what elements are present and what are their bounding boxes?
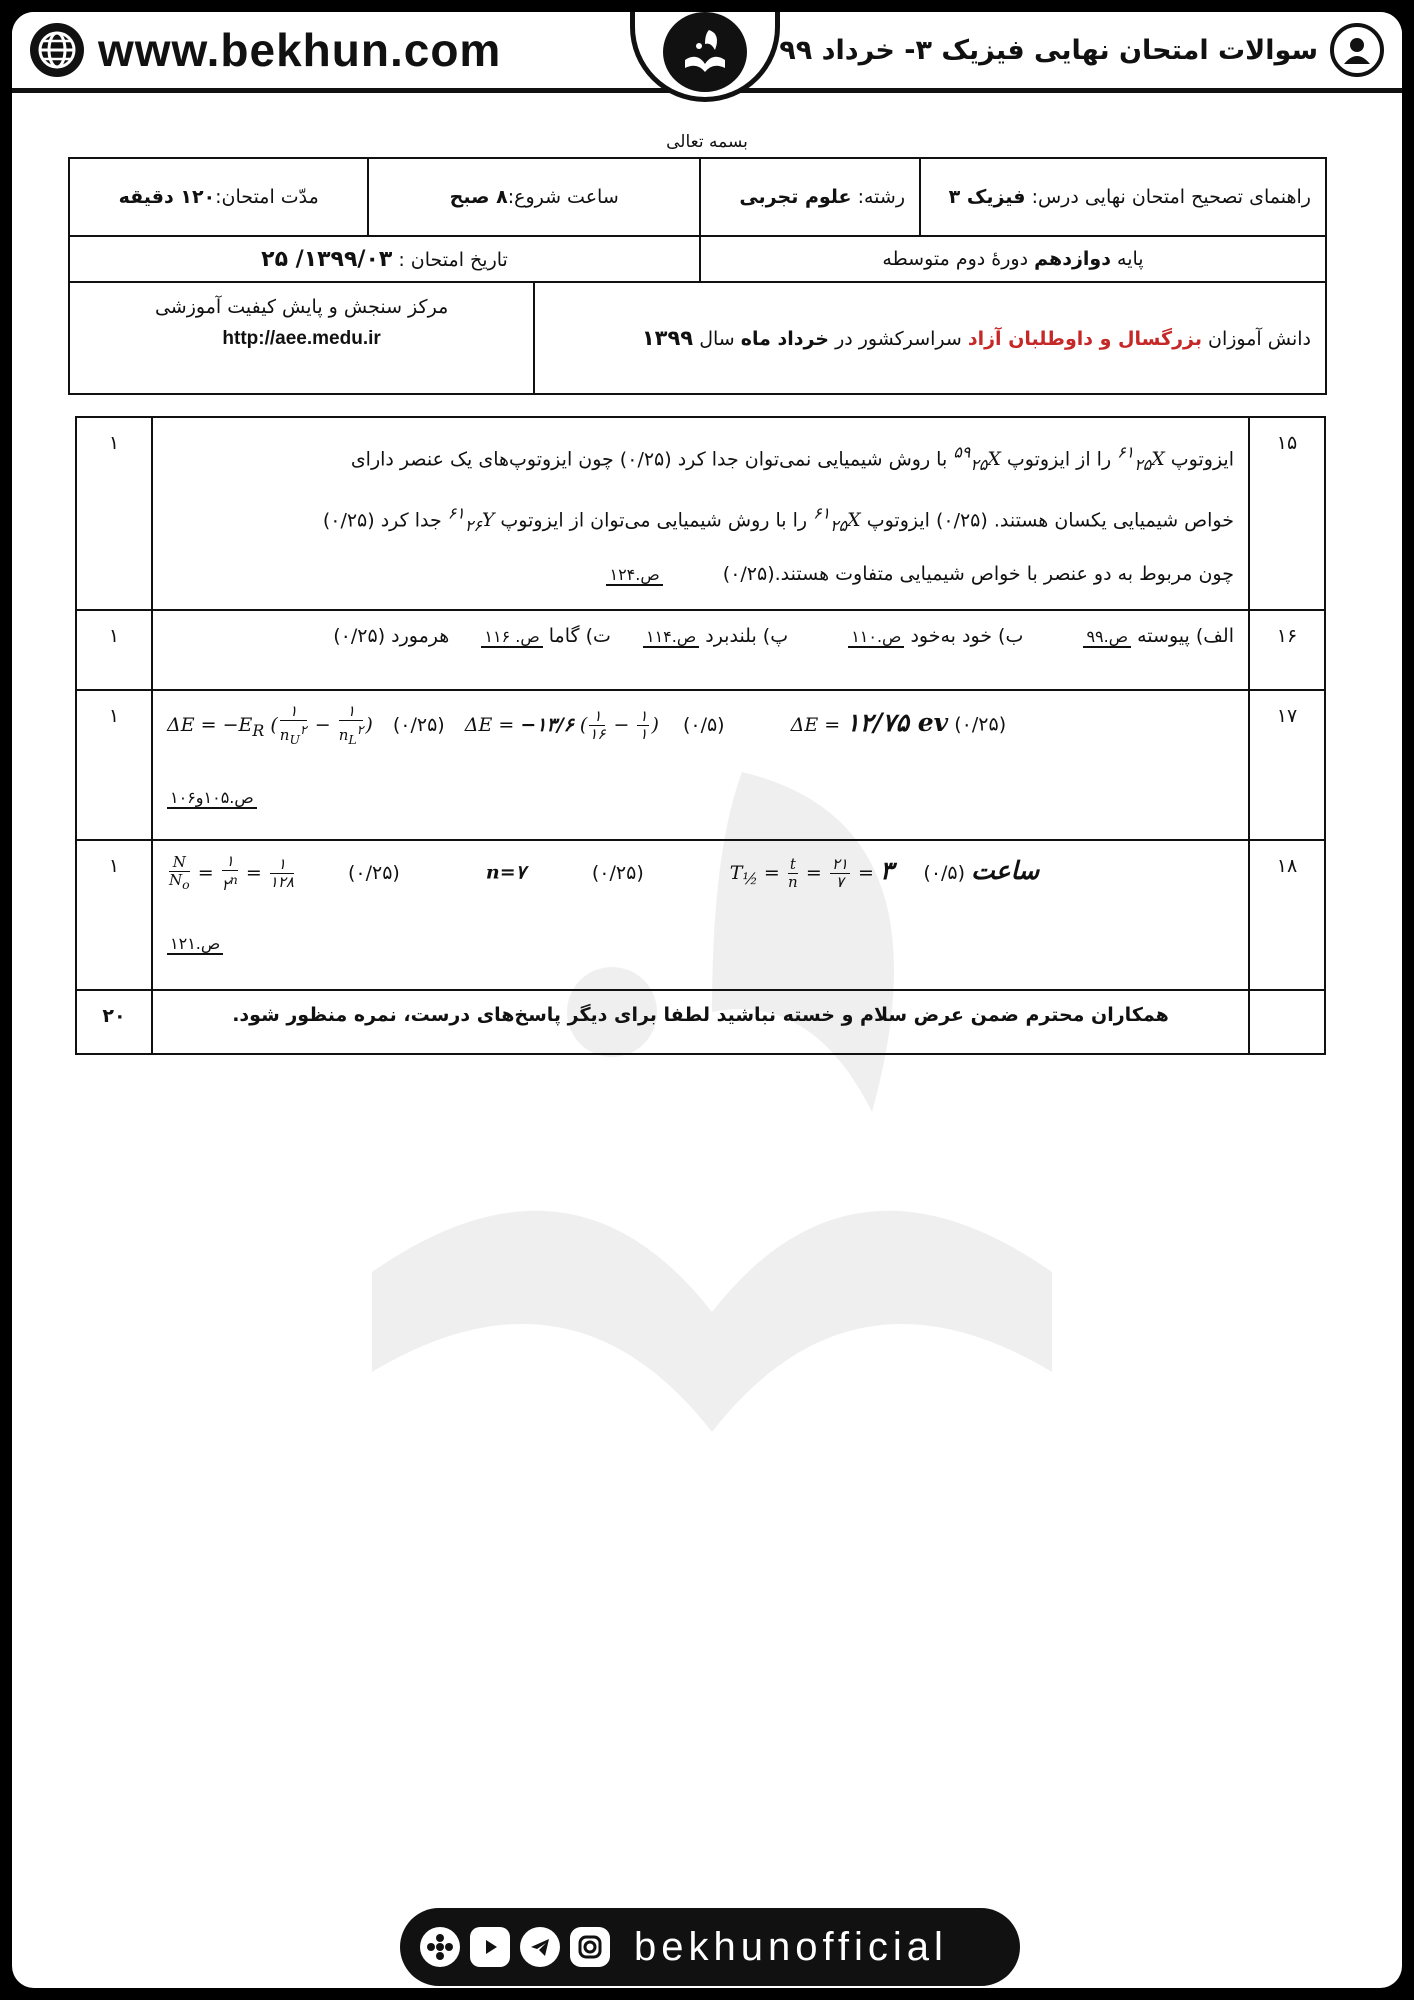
brand-logo (630, 12, 780, 102)
closing-note: همکاران محترم ضمن عرض سلام و خسته نباشید لطفا برای دیگر پاسخ‌های درست، نمره منظور شود. (152, 990, 1249, 1054)
answer-text: الف) پیوسته (1137, 625, 1234, 648)
isotope-59-25-x: $^{۵۹}_{۲۵}$X (953, 443, 1001, 475)
top-bar (12, 12, 1402, 93)
answer-text: را با روش شیمیایی می‌توان از ایزوتوپ (500, 509, 808, 532)
result-value: ۳ساعت (879, 855, 1040, 885)
isotope-61-25-x: $^{۶۱}_{۲۵}$X (813, 504, 861, 536)
duration-value: ۱۲۰ دقیقه (118, 186, 216, 208)
youtube-icon[interactable] (470, 1927, 510, 1967)
answer-text: ایزوتوپ (1170, 448, 1234, 471)
page-reference: ص.۹۹ (1083, 627, 1131, 648)
answers-table (75, 416, 1326, 1055)
site-url[interactable]: www.bekhun.com (98, 24, 502, 76)
students-year-label: سال (699, 328, 735, 350)
score-mark: (۰/۵) (923, 861, 966, 884)
date-label: تاریخ امتحان : (398, 248, 508, 271)
answer-text: هرمورد (۰/۲۵) (333, 625, 450, 648)
page (12, 12, 1402, 1988)
answer-line (167, 428, 1234, 489)
course-value: فیزیک ۳ (948, 186, 1026, 208)
exam-info-table (68, 157, 1327, 395)
table-row (76, 990, 1325, 1054)
instagram-icon[interactable] (570, 1927, 610, 1967)
answer-text: ب) خود به‌خود (910, 625, 1024, 648)
equation-half-life: $T_{\frac{1}{2}}$ = $\frac{t}{n}$ = $\frac{۲۱}{۷}$ = ۳ساعت (729, 855, 1040, 892)
answer-body (152, 690, 1249, 840)
score-mark: (۰/۲۵) (591, 861, 644, 884)
answer-body (152, 417, 1249, 610)
answer-line (167, 550, 1234, 599)
equation-result: ΔE = ۱۲/۷۵ ev (790, 707, 949, 737)
duration-label: مدّت امتحان: (215, 186, 319, 208)
answer-text: پ) بلندبرد (705, 625, 789, 648)
center-name: مرکز سنجش و پایش کیفیت آموزشی (154, 296, 449, 318)
start-cell (368, 158, 700, 236)
bismillah: بسمه تعالی (666, 132, 748, 152)
page-title (779, 22, 1384, 78)
grade-suffix: دورهٔ دوم متوسطه (882, 248, 1029, 270)
score-mark: (۰/۲۵) (954, 713, 1007, 736)
answer-text: را از ایزوتوپ (1006, 448, 1112, 471)
date-value: ۱۳۹۹/۰۳/ ۲۵ (261, 246, 393, 272)
field-cell (700, 158, 920, 236)
score: ۱ (76, 610, 152, 690)
total-score: ۲۰ (76, 990, 152, 1054)
question-number: ۱۵ (1249, 417, 1325, 610)
page-reference: ص.۱۰۵و۱۰۶ (167, 788, 257, 809)
center-cell (69, 282, 534, 394)
answer-body (152, 610, 1249, 690)
table-row (76, 840, 1325, 990)
question-number: ۱۸ (1249, 840, 1325, 990)
telegram-icon[interactable] (520, 1927, 560, 1967)
course-label: راهنمای تصحیح امتحان نهایی درس: (1031, 186, 1311, 208)
equation-rydberg: $\Delta E = -E_R$ ( $\frac{۱}{n_U^۲}$ − $\frac{۱}{n_L^۲}$ ) (167, 702, 373, 748)
grade-cell (700, 236, 1326, 282)
start-label: ساعت شروع: (507, 186, 619, 208)
students-cell (534, 282, 1326, 394)
answer-text: خواص شیمیایی یکسان هستند. (۰/۲۵) ایزوتوپ (866, 509, 1234, 532)
page-reference: ص.۱۲۴ (606, 565, 662, 586)
answer-text: با روش شیمیایی نمی‌توان جدا کرد (۰/۲۵) چون ایزوتوپ‌های یک عنصر دارای (350, 448, 948, 471)
question-number (1249, 990, 1325, 1054)
center-url[interactable]: http://aee.medu.ir (222, 328, 381, 349)
students-year: ۱۳۹۹ (641, 326, 694, 350)
result-value: ۱۲/۷۵ ev (846, 707, 949, 737)
page-reference: ص.۱۱۰ (848, 627, 904, 648)
page-reference: ص.۱۲۱ (167, 934, 223, 955)
equation-n: n=۷ (485, 861, 526, 884)
course-cell (920, 158, 1326, 236)
table-row (76, 610, 1325, 690)
answer-text: چون مربوط به دو عنصر با خواص شیمیایی متفاوت هستند.(۰/۲۵) (722, 563, 1234, 586)
grade-value: دوازدهم (1034, 248, 1111, 270)
score-mark: (۰/۲۵) (348, 861, 400, 884)
isotope-61-26-y: $^{۶۱}_{۲۶}$Y (447, 504, 495, 536)
isotope-61-25-x: $^{۶۱}_{۲۵}$X (1117, 443, 1165, 475)
equation-line (167, 703, 1234, 748)
table-row (76, 690, 1325, 840)
students-month: خرداد ماه (740, 328, 830, 350)
score: ۱ (76, 690, 152, 840)
social-handle[interactable]: bekhunofficial (634, 1924, 948, 1969)
equation-decay: $\frac{N}{N_o}$ = $\frac{۱}{۲^n}$ = $\frac{۱}{۱۲۸}$ (169, 852, 294, 895)
grade-prefix: پایه (1117, 248, 1144, 270)
answer-text: ت) گاما (548, 625, 611, 648)
students-highlight: بزرگسال و داوطلبان آزاد (967, 328, 1202, 350)
date-cell (69, 236, 700, 282)
user-icon[interactable] (1330, 23, 1384, 77)
table-row (76, 417, 1325, 610)
students-prefix: دانش آموزان (1208, 328, 1311, 350)
score: ۱ (76, 840, 152, 990)
answer-line (167, 489, 1234, 550)
question-number: ۱۷ (1249, 690, 1325, 840)
answer-body (152, 840, 1249, 990)
aparat-icon[interactable] (420, 1927, 460, 1967)
score-mark: (۰/۲۵) (392, 713, 445, 736)
start-value: ۸ صبح (449, 186, 508, 208)
field-label: رشته: (857, 186, 905, 208)
duration-cell (69, 158, 368, 236)
site-link[interactable] (30, 22, 501, 78)
equation-line (167, 853, 1234, 894)
score: ۱ (76, 417, 152, 610)
coefficient: −۱۳/۶ (520, 713, 574, 736)
globe-icon (30, 23, 84, 77)
brand-logo-icon (663, 12, 747, 92)
answer-text: جدا کرد (۰/۲۵) (322, 509, 442, 532)
score-mark: (۰/۵) (682, 713, 725, 736)
field-value: علوم تجربی (739, 186, 852, 208)
students-mid: سراسرکشور در (835, 328, 962, 350)
page-reference: ص.۱۱۴ (643, 627, 699, 648)
question-number: ۱۶ (1249, 610, 1325, 690)
equation-substitution: ΔE = −۱۳/۶ ( $\frac{۱}{۱۶}$ − $\frac{۱}{۱}$ ) (464, 707, 659, 744)
page-reference: ص. ۱۱۶ (481, 627, 542, 648)
page-title-text: سوالات امتحان نهایی فیزیک ۳- خرداد ۹۹ (779, 34, 1318, 66)
social-footer (400, 1908, 1020, 1986)
